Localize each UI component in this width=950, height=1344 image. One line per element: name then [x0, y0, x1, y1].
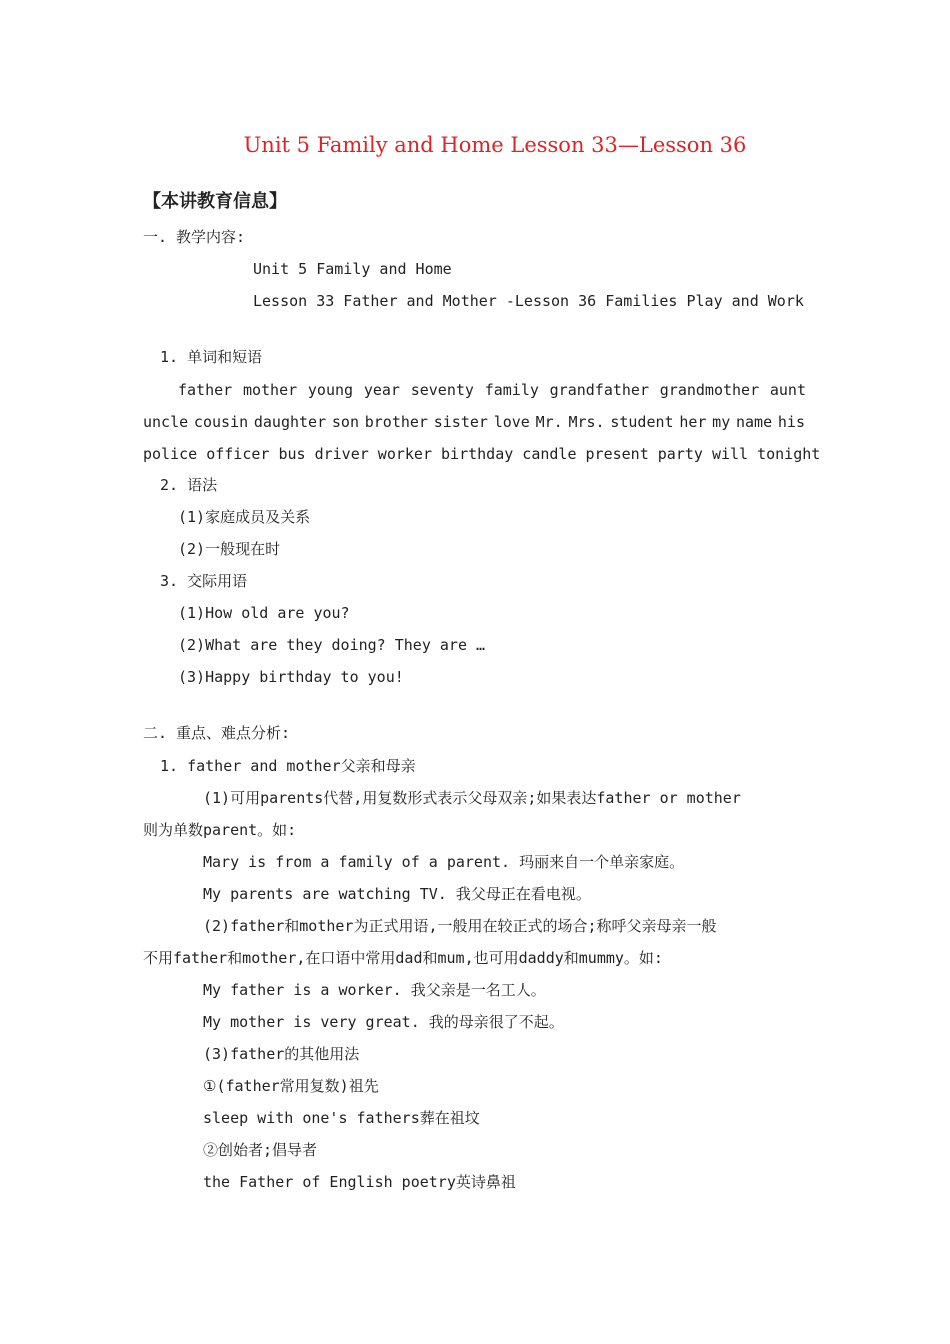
- vocab-word: family: [484, 381, 539, 399]
- paragraph-3: (3)father的其他用法: [203, 1045, 360, 1063]
- vocab-word: mother: [242, 381, 298, 399]
- vocab-word: sister: [433, 413, 488, 431]
- vocab-word: son: [331, 413, 359, 431]
- section1-heading: 一. 教学内容:: [143, 228, 246, 246]
- expressions-heading: 3. 交际用语: [160, 572, 248, 590]
- vocab-word: daughter: [253, 413, 327, 431]
- unit-line: Unit 5 Family and Home: [253, 260, 452, 278]
- vocab-word: my: [712, 413, 731, 431]
- vocab-word: student: [610, 413, 674, 431]
- section2-heading: 二. 重点、难点分析:: [143, 724, 291, 742]
- vocab-word: seventy: [410, 381, 474, 399]
- lessons-line: Lesson 33 Father and Mother -Lesson 36 Families Play and Work: [253, 292, 804, 310]
- vocab-word: Mrs.: [568, 413, 605, 431]
- expression-item: (2)What are they doing? They are …: [178, 636, 486, 654]
- vocab-word: young: [307, 381, 354, 399]
- page-title: Unit 5 Family and Home Lesson 33—Lesson 36: [243, 133, 747, 157]
- vocab-word: uncle: [143, 413, 189, 431]
- sub-item-1: ①(father常用复数)祖先: [203, 1077, 379, 1095]
- example-sentence: Mary is from a family of a parent. 玛丽来自一个单亲家庭。: [203, 853, 685, 871]
- paragraph-2-line-1: (2)father和mother为正式用语,一般用在较正式的场合;称呼父亲母亲一般: [203, 917, 717, 935]
- sub-item-1-example: sleep with one's fathers葬在祖坟: [203, 1109, 480, 1127]
- vocab-word: Mr.: [535, 413, 563, 431]
- vocab-heading: 1. 单词和短语: [160, 348, 263, 366]
- example-sentence: My father is a worker. 我父亲是一名工人。: [203, 981, 546, 999]
- vocab-word: her: [679, 413, 707, 431]
- example-sentence: My parents are watching TV. 我父母正在看电视。: [203, 885, 591, 903]
- grammar-item: (1)家庭成员及关系: [178, 508, 311, 526]
- section2-item-1: 1. father and mother父亲和母亲: [160, 757, 416, 775]
- vocab-word: father: [178, 381, 233, 399]
- vocab-line-2: [143, 412, 805, 432]
- vocab-word: grandmother: [659, 381, 760, 399]
- info-heading: 【本讲教育信息】: [143, 191, 287, 212]
- expression-item: (3)Happy birthday to you!: [178, 668, 404, 686]
- paragraph-1-line-1: (1)可用parents代替,用复数形式表示父母双亲;如果表达father or mother: [203, 789, 741, 807]
- vocab-word: name: [736, 413, 773, 431]
- expression-item: (1)How old are you?: [178, 604, 350, 622]
- vocab-word: brother: [364, 413, 428, 431]
- grammar-item: (2)一般现在时: [178, 540, 281, 558]
- paragraph-2-line-2: 不用father和mother,在口语中常用dad和mum,也可用daddy和mummy。如:: [143, 949, 663, 967]
- vocab-word: year: [363, 381, 400, 399]
- sub-item-2-example: the Father of English poetry英诗鼻祖: [203, 1173, 516, 1191]
- vocab-word: his: [777, 413, 805, 431]
- vocab-word: love: [493, 413, 530, 431]
- vocab-line-1: [178, 380, 806, 400]
- vocab-word: cousin: [193, 413, 249, 431]
- example-sentence: My mother is very great. 我的母亲很了不起。: [203, 1013, 564, 1031]
- vocab-word: grandfather: [549, 381, 649, 399]
- grammar-heading: 2. 语法: [160, 476, 218, 494]
- paragraph-1-line-2: 则为单数parent。如:: [143, 821, 297, 839]
- vocab-line-3: police officer bus driver worker birthday candle present party will tonight: [143, 445, 821, 463]
- vocab-word: aunt: [769, 381, 806, 399]
- sub-item-2: ②创始者;倡导者: [203, 1141, 318, 1159]
